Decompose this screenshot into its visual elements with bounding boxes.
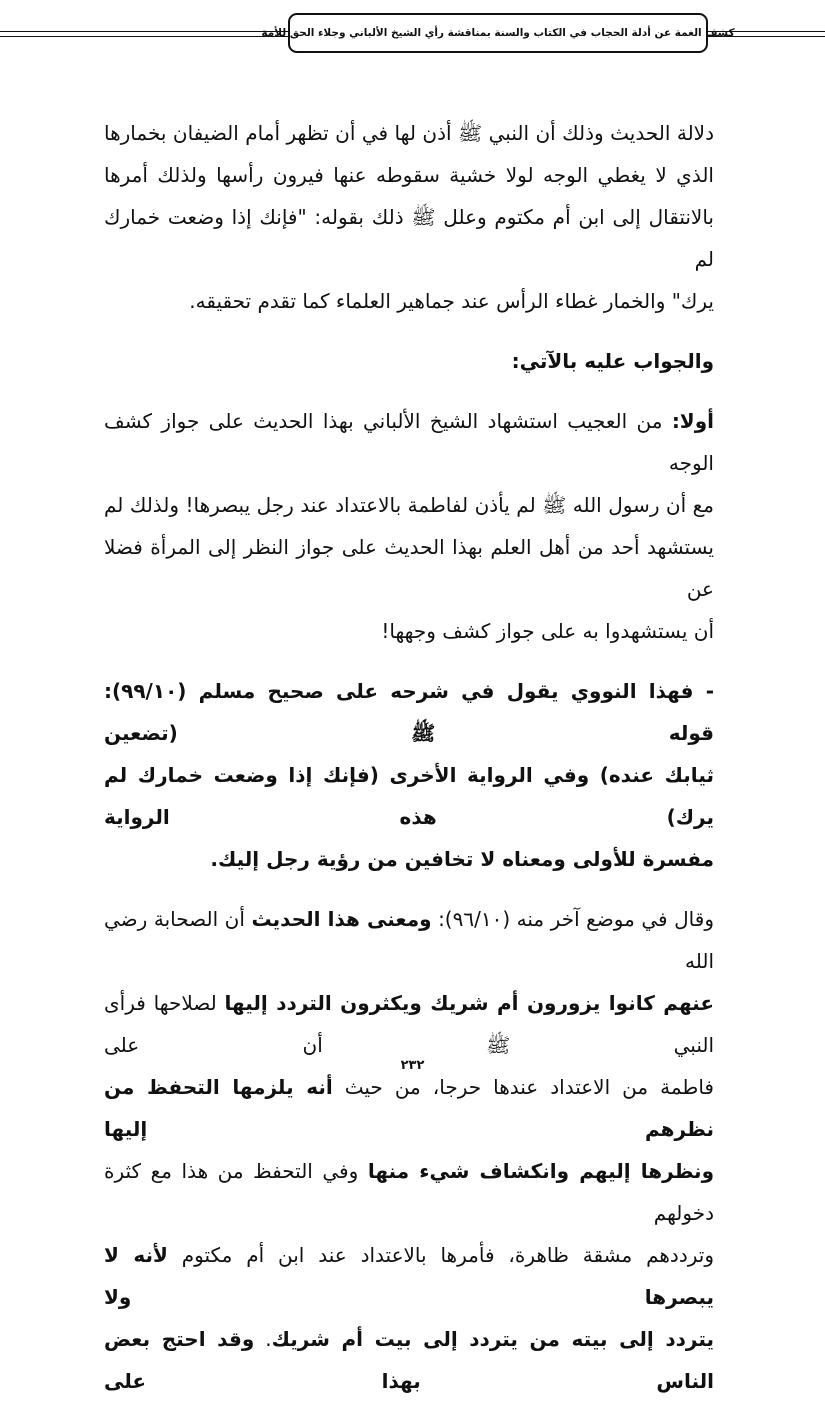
text-line: [104, 1318, 714, 1402]
bold-run: ونظرها إليهم وانكشاف شيء منها: [367, 1159, 714, 1183]
paragraph-4-quote: [104, 670, 714, 880]
text-line: أن يستشهدوا به على جواز كشف وجهها!: [381, 619, 714, 643]
text-line: بالانتقال إلى ابن أم مكتوم وعلل ﷺ ذلك بقوله: "فإنك إذا وضعت خمارك لم: [104, 205, 714, 271]
bold-run: أنه يلزمها التحفظ من نظرهم إليها: [104, 1075, 714, 1141]
text-run: من العجيب استشهاد الشيخ الألباني بهذا الحديث على جواز كشف الوجه: [104, 409, 714, 475]
text-line: [104, 1234, 714, 1318]
paragraph-3: [104, 400, 714, 652]
text-line: [104, 1150, 714, 1234]
running-header-title: كشف الغمة عن أدلة الحجاب في الكتاب والسنة بمناقشة رأي الشيخ الألباني وجلاء الحق للأمة: [261, 27, 735, 39]
page-number: ٢٣٢: [400, 1058, 425, 1073]
text-line: [104, 898, 714, 982]
paragraph-1: [104, 112, 714, 322]
bold-run: وقد احتج بعض الناس بهذا على: [104, 1327, 714, 1393]
text-line: دلالة الحديث وذلك أن النبي ﷺ أذن لها في أن تظهر أمام الضيفان بخمارها: [104, 121, 714, 145]
text-line: [104, 400, 714, 484]
bold-run: عنهم كانوا يزورون أم شريك ويكثرون التردد إليها: [224, 991, 714, 1015]
text-run: وفي التحفظ من هذا مع كثرة دخولهم: [104, 1159, 714, 1225]
text-line: الذي لا يغطي الوجه لولا خشية سقوطه عنها فيرون رأسها ولذلك أمرها: [104, 163, 714, 187]
paragraph-5: [104, 898, 714, 1402]
text-run: .: [254, 1327, 272, 1351]
text-run: وترددهم مشقة ظاهرة، فأمرها بالاعتداد عند ابن أم مكتوم: [167, 1243, 715, 1267]
text-run: أن الصحابة رضي الله: [104, 907, 714, 973]
paragraph-2-heading: [104, 340, 714, 382]
text-run: وقال في موضع آخر منه (٩٦/١٠):: [431, 907, 714, 931]
text-line: [104, 1066, 714, 1150]
text-line: [104, 982, 714, 1066]
section-heading: والجواب عليه بالآتي:: [511, 349, 714, 373]
text-run: فاطمة من الاعتداد عندها حرجا، من حيث: [332, 1075, 714, 1099]
text-line: مفسرة للأولى ومعناه لا تخافين من رؤية رجل إليك.: [210, 847, 714, 871]
text-line: يستشهد أحد من أهل العلم بهذا الحديث على جواز النظر إلى المرأة فضلا عن: [104, 535, 714, 601]
text-run: لصلاحها فرأى النبي ﷺ أن على: [104, 991, 714, 1057]
text-line: - فهذا النووي يقول في شرحه على صحيح مسلم (٩٩/١٠): قوله ﷺ (تضعين: [104, 679, 714, 745]
text-line: مع أن رسول الله ﷺ لم يأذن لفاطمة بالاعتداد عند رجل يبصرها! ولذلك لم: [104, 493, 714, 517]
text-line: ثيابك عنده) وفي الرواية الأخرى (فإنك إذا وضعت خمارك لم يرك) هذه الرواية: [104, 763, 714, 829]
bold-run: ومعنى هذا الحديث: [251, 907, 432, 931]
text-line: يرك" والخمار غطاء الرأس عند جماهير العلماء كما تقدم تحقيقه.: [189, 289, 714, 313]
bold-run: لأنه لا يبصرها ولا: [104, 1243, 714, 1309]
running-header: [261, 13, 735, 53]
page-body: [104, 112, 714, 1402]
bold-lead: أولا:: [671, 409, 714, 433]
bold-run: يتردد إلى بيته من يتردد إلى بيت أم شريك: [271, 1327, 715, 1351]
